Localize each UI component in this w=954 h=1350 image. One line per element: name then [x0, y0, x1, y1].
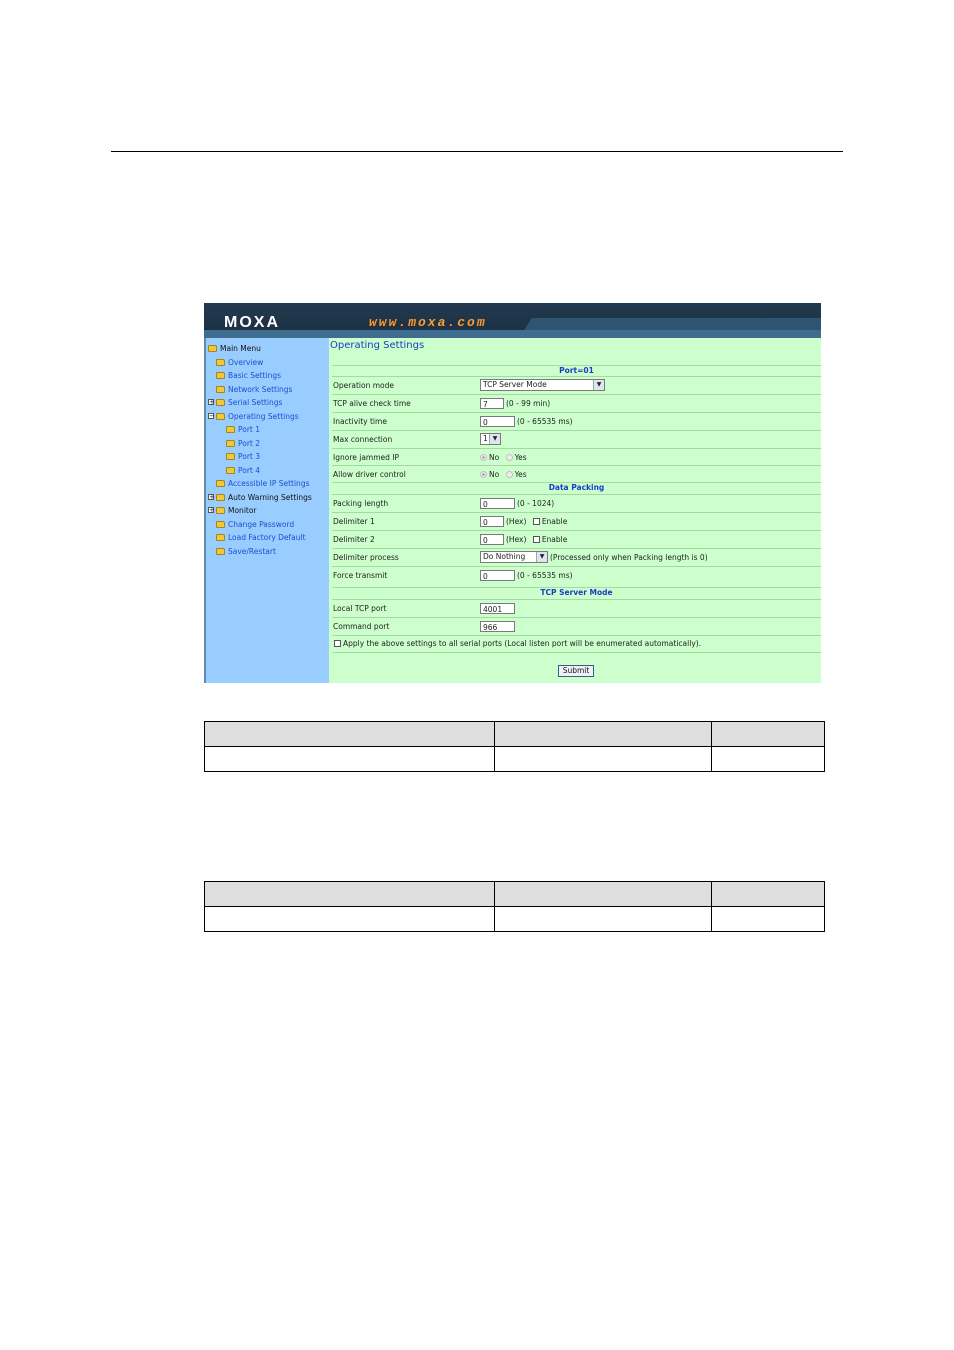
sidebar-item[interactable]: Network Settings	[216, 383, 292, 396]
row-operation-mode: Operation mode TCP Server Mode ▼	[332, 376, 821, 393]
row-force-transmit: Force transmit 0 (0 - 65535 ms)	[332, 566, 821, 583]
folder-icon	[216, 507, 225, 514]
empty-table-2	[204, 881, 825, 932]
command-port-input[interactable]: 966	[480, 621, 515, 632]
sidebar-item[interactable]: Save/Restart	[216, 545, 276, 558]
apply-all-checkbox[interactable]	[334, 640, 341, 647]
sidebar-item[interactable]: Main Menu	[208, 342, 261, 355]
sidebar-item[interactable]: Port 3	[226, 450, 260, 463]
moxa-logo: MOXA	[224, 314, 280, 331]
sidebar-item[interactable]: Load Factory Default	[216, 531, 306, 544]
delimiter-process-select[interactable]: Do Nothing ▼	[480, 551, 548, 563]
section-port: Port=01	[332, 365, 821, 376]
row-local-tcp-port: Local TCP port 4001	[332, 599, 821, 616]
table-row	[205, 747, 825, 772]
folder-icon	[216, 359, 225, 366]
force-transmit-input[interactable]: 0	[480, 570, 515, 581]
folder-icon	[226, 467, 235, 474]
operation-mode-select[interactable]: TCP Server Mode ▼	[480, 379, 605, 391]
row-inactivity: Inactivity time 0 (0 - 65535 ms)	[332, 412, 821, 429]
inactivity-input[interactable]: 0	[480, 416, 515, 427]
folder-icon	[216, 534, 225, 541]
tcp-alive-input[interactable]: 7	[480, 398, 504, 409]
delimiter-1-input[interactable]: 0	[480, 516, 504, 527]
page-title: Operating Settings	[330, 340, 425, 351]
delimiter-2-enable-checkbox[interactable]	[533, 536, 540, 543]
folder-icon	[216, 399, 225, 406]
sidebar-item[interactable]: Port 2	[226, 437, 260, 450]
sidebar-item[interactable]: Monitor	[216, 504, 257, 517]
folder-icon	[216, 372, 225, 379]
moxa-url: www.moxa.com	[369, 315, 487, 330]
sidebar-item[interactable]: Accessible IP Settings	[216, 477, 309, 490]
table-row	[205, 722, 825, 747]
row-packing-length: Packing length 0 (0 - 1024)	[332, 494, 821, 511]
allow-driver-yes-radio[interactable]	[506, 471, 513, 478]
folder-icon	[216, 413, 225, 420]
table-row	[205, 907, 825, 932]
row-delimiter-2: Delimiter 2 0 (Hex) Enable	[332, 530, 821, 547]
expand-icon[interactable]: +	[209, 398, 215, 406]
expand-icon[interactable]: +	[209, 492, 215, 501]
sidebar-item[interactable]: Port 1	[226, 423, 260, 436]
header-banner	[204, 303, 821, 338]
row-delimiter-1: Delimiter 1 0 (Hex) Enable	[332, 512, 821, 529]
chevron-down-icon: ▼	[489, 434, 500, 444]
sidebar-item[interactable]: Serial Settings	[216, 396, 282, 409]
submit-button[interactable]: Submit	[558, 665, 594, 677]
table-row	[205, 882, 825, 907]
row-allow-driver-control: Allow driver control No Yes	[332, 465, 821, 482]
row-ignore-jammed-ip: Ignore jammed IP No Yes	[332, 448, 821, 465]
folder-icon	[226, 426, 235, 433]
sidebar-item[interactable]: Overview	[216, 356, 263, 369]
section-tcp-server-mode: TCP Server Mode	[332, 587, 821, 598]
packing-length-input[interactable]: 0	[480, 498, 515, 509]
max-connection-select[interactable]: 1 ▼	[480, 433, 501, 445]
allow-driver-no-radio[interactable]	[480, 471, 487, 478]
ignore-ip-yes-radio[interactable]	[506, 454, 513, 461]
row-tcp-alive: TCP alive check time 7 (0 - 99 min)	[332, 394, 821, 411]
row-apply-all: Apply the above settings to all serial ports (Local listen port will be enumerated automatically).	[332, 635, 821, 652]
chevron-down-icon: ▼	[536, 552, 547, 562]
section-data-packing: Data Packing	[332, 482, 821, 493]
delimiter-2-input[interactable]: 0	[480, 534, 504, 545]
sidebar-item[interactable]: Basic Settings	[216, 369, 281, 382]
expand-icon[interactable]: +	[209, 506, 215, 514]
operating-settings-panel	[330, 338, 821, 683]
row-delimiter-process: Delimiter process Do Nothing ▼ (Processed only when Packing length is 0)	[332, 548, 821, 565]
local-tcp-port-input[interactable]: 4001	[480, 603, 515, 614]
folder-icon	[208, 345, 217, 352]
folder-icon	[216, 548, 225, 555]
folder-icon	[226, 440, 235, 447]
folder-icon	[216, 480, 225, 487]
sidebar-menu	[204, 338, 329, 683]
web-console-screenshot	[204, 303, 821, 683]
row-command-port: Command port 966	[332, 617, 821, 634]
folder-icon	[216, 386, 225, 393]
delimiter-1-enable-checkbox[interactable]	[533, 518, 540, 525]
collapse-icon[interactable]: −	[209, 411, 215, 420]
folder-icon	[216, 521, 225, 528]
sidebar-item[interactable]: Operating Settings	[216, 410, 299, 423]
sidebar-item[interactable]: Port 4	[226, 464, 260, 477]
folder-icon	[226, 453, 235, 460]
sidebar-item[interactable]: Change Password	[216, 518, 294, 531]
empty-table-1	[204, 721, 825, 772]
folder-icon	[216, 494, 225, 501]
sidebar-item[interactable]: Auto Warning Settings	[216, 491, 312, 504]
chevron-down-icon: ▼	[593, 380, 604, 390]
page-rule	[111, 151, 843, 152]
ignore-ip-no-radio[interactable]	[480, 454, 487, 461]
row-max-connection: Max connection 1 ▼	[332, 430, 821, 447]
